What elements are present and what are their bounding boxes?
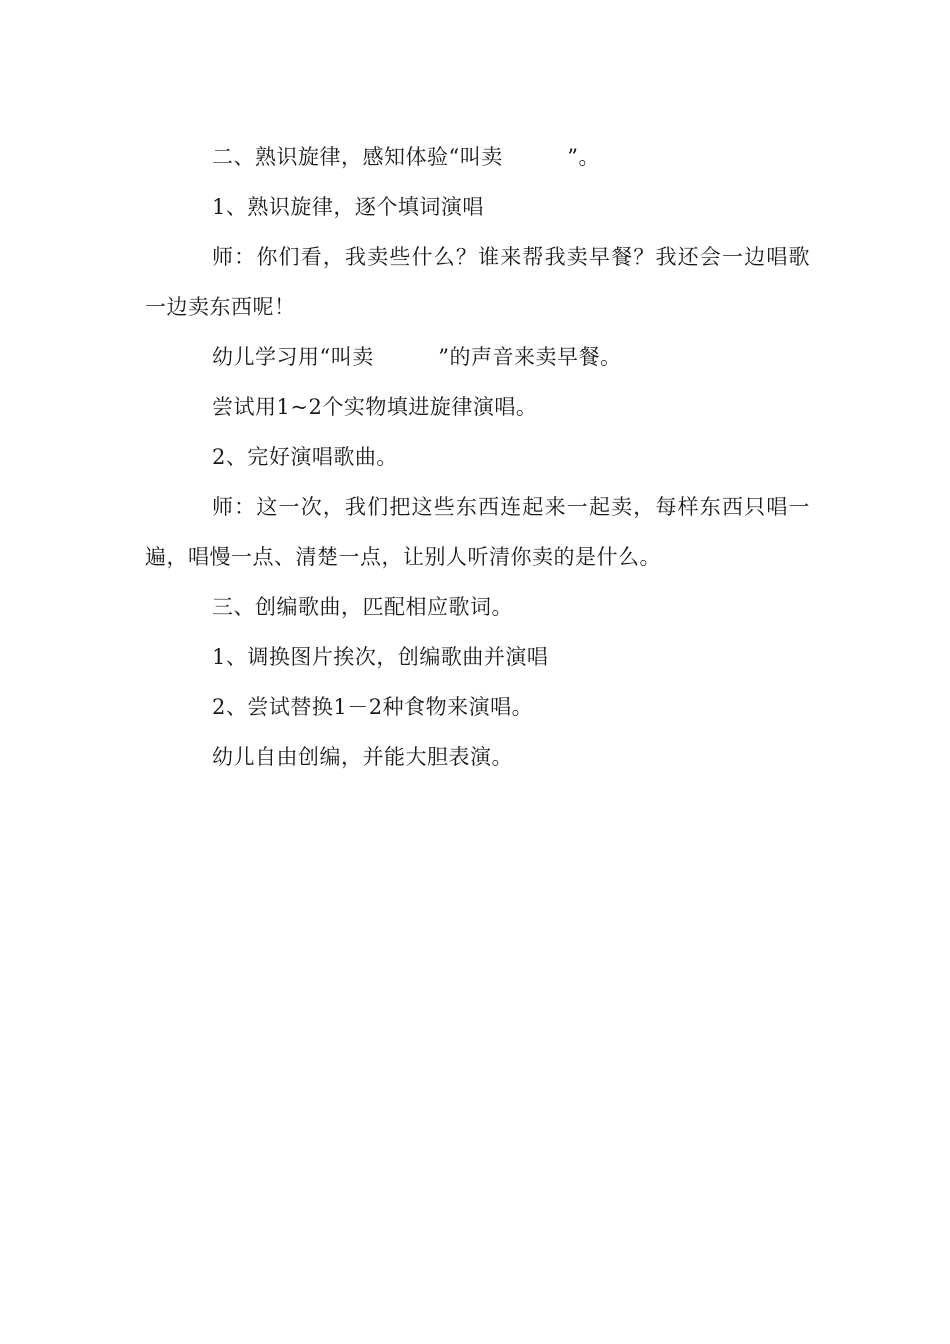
- body-paragraph: 尝试用1~2个实物填进旋律演唱。: [212, 395, 538, 419]
- step-heading: 2、尝试替换1－2种食物来演唱。: [212, 695, 534, 719]
- body-paragraph: 幼儿学习用“叫卖 ”的声音来卖早餐。: [212, 345, 622, 369]
- body-paragraph: 幼儿自由创编，并能大胆表演。: [212, 745, 513, 769]
- teacher-dialogue: 师：你们看，我卖些什么？谁来帮我卖早餐？我还会一边唱歌一边卖东西呢！: [145, 245, 810, 319]
- step-heading: 2、完好演唱歌曲。: [212, 445, 398, 469]
- step-heading: 1、熟识旋律，逐个填词演唱: [212, 195, 484, 219]
- section-heading-3: 三、创编歌曲，匹配相应歌词。: [212, 595, 513, 619]
- section-heading-2: 二、熟识旋律，感知体验“叫卖 ”。: [212, 145, 600, 169]
- teacher-dialogue: 师：这一次，我们把这些东西连起来一起卖，每样东西只唱一遍，唱慢一点、清楚一点，让别人听清你卖的是什么。: [145, 495, 810, 569]
- document-body: [145, 132, 810, 782]
- step-heading: 1、调换图片挨次，创编歌曲并演唱: [212, 645, 549, 669]
